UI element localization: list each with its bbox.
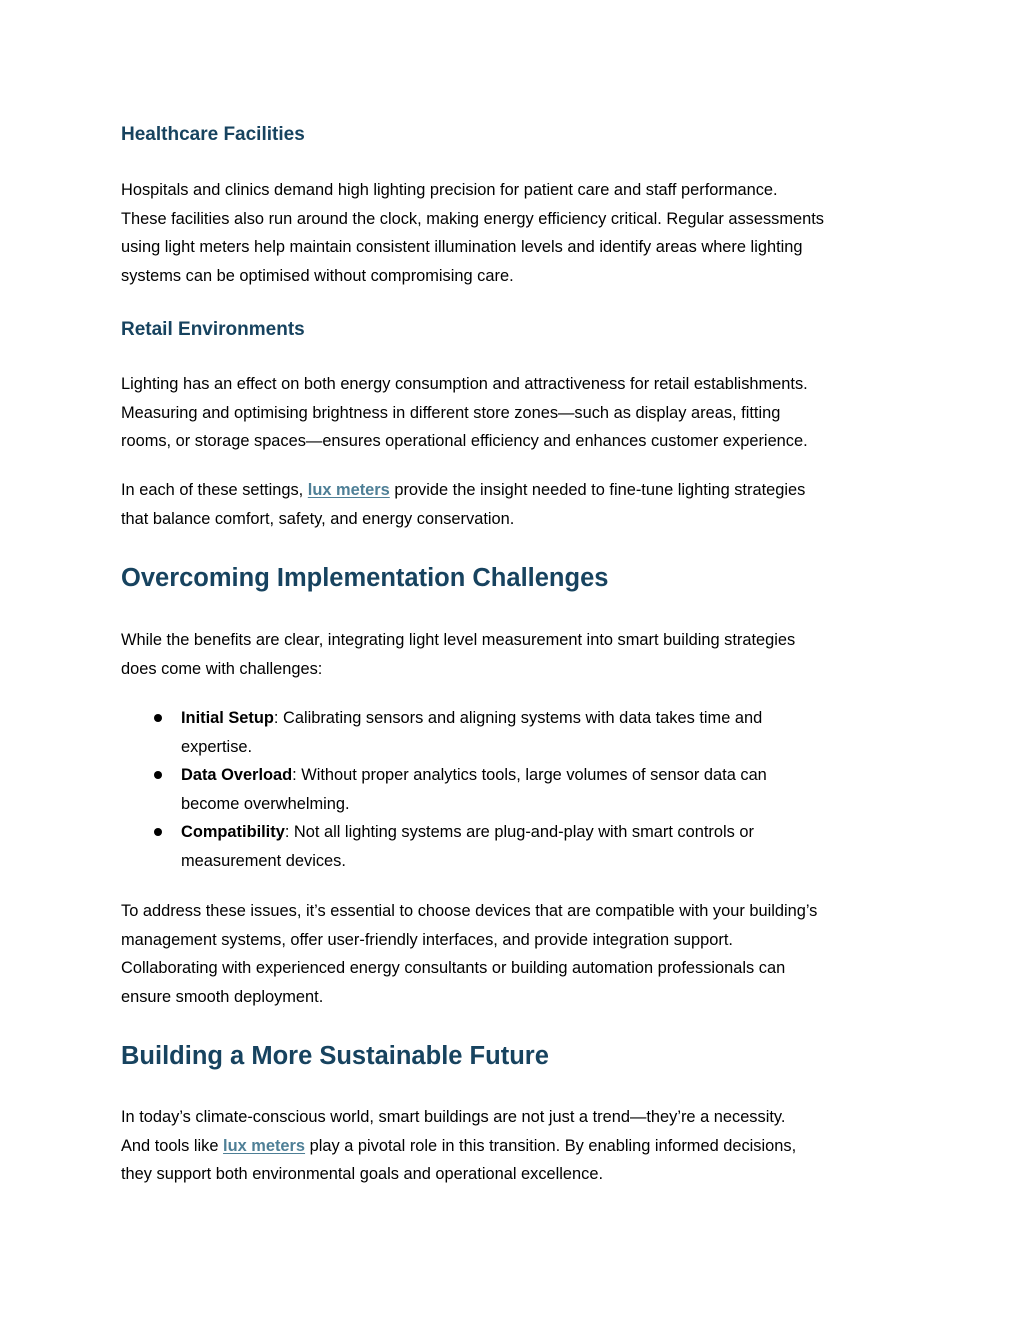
paragraph-line xyxy=(121,1132,911,1161)
future-paragraph xyxy=(121,1103,911,1189)
bullet-continuation: expertise. xyxy=(181,737,253,756)
paragraph-line: ensure smooth deployment. xyxy=(121,987,324,1006)
lux-meters-link[interactable]: lux meters xyxy=(307,481,390,499)
bullet-line xyxy=(181,704,911,733)
paragraph-line: management systems, offer user-friendly interfaces, and provide integration support. xyxy=(121,930,733,949)
lux-meters-link[interactable]: lux meters xyxy=(223,1136,306,1155)
challenges-closing-paragraph xyxy=(121,897,911,1011)
bullet-line xyxy=(181,818,911,847)
paragraph-line: using light meters help maintain consistent illumination levels and identify areas where lighting xyxy=(121,238,803,256)
paragraph-line: that balance comfort, safety, and energy conservation. xyxy=(121,509,515,528)
paragraph-line: systems can be optimised without compromising care. xyxy=(121,266,514,285)
bullet-line xyxy=(181,761,911,790)
bullet-term: Data Overload xyxy=(181,766,293,784)
bullet-icon xyxy=(154,828,162,836)
challenges-heading: Overcoming Implementation Challenges xyxy=(121,564,609,592)
challenges-intro-paragraph xyxy=(121,626,911,683)
healthcare-paragraph xyxy=(121,176,911,290)
paragraph-line: To address these issues, it’s essential to choose devices that are compatible with your building’s xyxy=(121,902,818,920)
challenges-bullet-list xyxy=(121,704,911,875)
paragraph-line: Measuring and optimising brightness in different store zones—such as display areas, fitting xyxy=(121,403,781,422)
summary-text-after-link: provide the insight needed to fine-tune lighting strategies xyxy=(389,481,806,499)
paragraph-line: does come with challenges: xyxy=(121,659,323,678)
paragraph-line: These facilities also run around the clock, making energy efficiency critical. Regular assessments xyxy=(121,209,824,228)
retail-paragraph xyxy=(121,370,911,456)
future-text-before-link: And tools like xyxy=(121,1136,224,1155)
bullet-icon xyxy=(154,714,162,722)
future-heading: Building a More Sustainable Future xyxy=(121,1042,549,1070)
lux-meters-summary-paragraph xyxy=(121,476,911,533)
bullet-icon xyxy=(154,771,162,779)
future-text-after-link: play a pivotal role in this transition. By enabling informed decisions, xyxy=(305,1136,797,1155)
summary-text-before-link: In each of these settings, xyxy=(121,481,308,499)
paragraph-line: Collaborating with experienced energy consultants or building automation professionals can xyxy=(121,959,786,977)
list-item xyxy=(121,818,911,875)
healthcare-heading: Healthcare Facilities xyxy=(121,124,305,145)
bullet-continuation: measurement devices. xyxy=(181,851,346,870)
paragraph-line: In today’s climate-conscious world, smart buildings are not just a trend—they’re a necessity. xyxy=(121,1108,786,1126)
bullet-text: : Without proper analytics tools, large volumes of sensor data can xyxy=(292,766,767,784)
paragraph-line: While the benefits are clear, integrating light level measurement into smart building strategies xyxy=(121,631,796,649)
bullet-text: : Calibrating sensors and aligning systems with data takes time and xyxy=(273,709,763,727)
list-item xyxy=(121,761,911,818)
bullet-continuation: become overwhelming. xyxy=(181,794,350,813)
paragraph-line: they support both environmental goals and operational excellence. xyxy=(121,1165,604,1183)
paragraph-line: Hospitals and clinics demand high lighting precision for patient care and staff performance. xyxy=(121,181,778,199)
bullet-text: : Not all lighting systems are plug-and-play with smart controls or xyxy=(284,823,754,841)
list-item xyxy=(121,704,911,761)
bullet-term: Initial Setup xyxy=(181,709,274,727)
paragraph-line: rooms, or storage spaces—ensures operational efficiency and enhances customer experience. xyxy=(121,432,808,450)
paragraph-line: Lighting has an effect on both energy consumption and attractiveness for retail establishments. xyxy=(121,375,808,393)
paragraph-line xyxy=(121,476,911,505)
retail-heading: Retail Environments xyxy=(121,319,305,340)
bullet-term: Compatibility xyxy=(181,823,285,841)
